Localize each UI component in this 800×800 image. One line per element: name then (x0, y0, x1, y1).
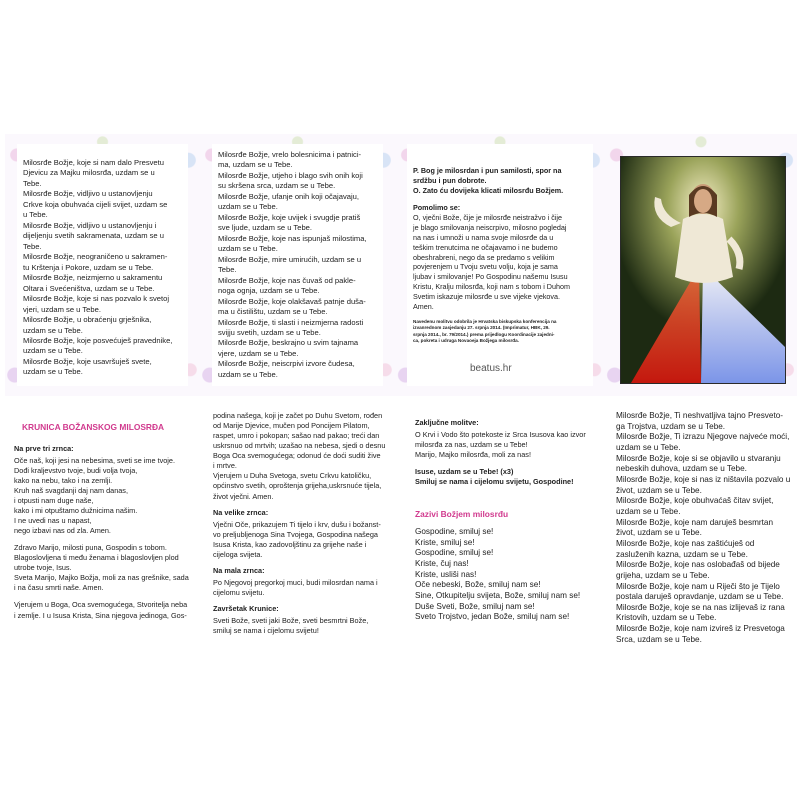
litany-line: Milosrđe Božje, neizmjerno u sakramentu (23, 273, 163, 283)
litany-line: Milosrđe Božje, koje se na nas izlijevaš iz rana (616, 602, 785, 612)
litany-line: život, uzdam se u Tebe. (616, 528, 702, 538)
note-line: izvanrednom zasjedanju 27. srpnja 2014. (Imprimatur, HBK, 29. (413, 325, 550, 331)
prayer-line: milosrđa za nas, uzdam se u Tebe! (415, 440, 528, 450)
litany-line: Srca, uzdam se u Tebe. (616, 634, 702, 644)
litany-line: uzdam se u Tebe. (23, 346, 83, 356)
litany-line: Milosrđe Božje, koje nas ispunjaš milostima, (218, 233, 367, 243)
litany-line: Milosrđe Božje, neiscrpivi izvore čudesa, (218, 359, 355, 369)
holy-god-text (213, 616, 403, 636)
verse-line: srdžbu i pun dobrote. (413, 175, 487, 185)
litany-line: Milosrđe Božje, koje nam u Riječi što je Tijelo (616, 581, 780, 591)
closing-prayer (413, 213, 587, 312)
litany-line: Milosrđe Božje, koje nas čuvaš od pakle- (218, 275, 356, 285)
large-beads-heading: Na velike zrnca: (213, 507, 269, 517)
prayer-line: Po Njegovoj pregorkoj muci, budi milosrdan nama i (213, 577, 378, 587)
prayer-line: Boga Oca svemogućega; odonud će doći suditi žive (213, 451, 381, 461)
prayer-line: ljubav i smilovanje! Po Gospodinu našemu Isusu (413, 272, 568, 282)
litany-line: Oltara i Svećeništva, uzdam se u Tebe. (23, 283, 155, 293)
creed-text-start (14, 600, 209, 620)
top-panel-3 (395, 134, 605, 396)
hail-mary-text (14, 543, 209, 593)
prayer-line: Amen. (413, 302, 434, 312)
creed-text-continued (213, 411, 403, 502)
prayer-line: Isuse, uzdam se u Tebe! (x3) (415, 467, 514, 477)
prayer-line: O Krvi i Vodo što potekoste iz Srca Isusova kao izvor (415, 430, 586, 440)
prayer-line: obeshrabreni, nego da se predamo s velikim (413, 252, 555, 262)
litany-line: uzdam se u Tebe. (23, 367, 83, 377)
litany-line: Milosrđe Božje, koje nas zaštićuješ od (616, 538, 755, 548)
litany-line: grijeha, uzdam se u Tebe. (616, 570, 710, 580)
invocation-line: Gospodine, smiluj se! (415, 548, 494, 558)
verse-line: O. Zato ću dovijeka klicati milosrđu Božjem. (413, 185, 564, 195)
prayer-line: Sveta Marijo, Majko Božja, moli za nas grešnike, sada (14, 573, 189, 583)
litany-line: su skršena srca, uzdam se u Tebe. (218, 181, 336, 191)
prayer-line: Sveti Bože, sveti jaki Bože, sveti besmrtni Bože, (213, 616, 369, 626)
prayer-line: i mrtve. (213, 461, 237, 471)
litany-line: vjere, uzdam se u Tebe. (218, 348, 299, 358)
invocation-line: Sine, Otkupitelju svijeta, Bože, smiluj nam se! (415, 590, 581, 600)
divine-mercy-picture-icon (621, 157, 785, 383)
prayer-line: i na času smrti naše. Amen. (14, 583, 104, 593)
chaplet-title: KRUNICA BOŽANSKOG MILOSRĐA (22, 422, 165, 432)
prayer-line: Kruh naš svagdanji daj nam danas, (14, 485, 128, 495)
note-line: Navedenu molitvu odobrila je Hrvatska biskupska konferencija na (413, 319, 557, 325)
litany-line: noga ognja, uzdam se u Tebe. (218, 286, 320, 296)
invocation-line: Sveto Trojstvo, jedan Bože, smiluj nam se! (415, 612, 570, 622)
litany-line: Milosrđe Božje, koje si se objavilo u stvaranju (616, 453, 781, 463)
jesus-i-trust-text (415, 467, 605, 487)
prayer-line: Zdravo Marijo, milosti puna, Gospodin s tobom. (14, 543, 167, 553)
prayer-line: je blago smilovanja neiscrpivo, milosno pogledaj (413, 222, 567, 232)
prayer-line: I ne uvedi nas u napast, (14, 516, 92, 526)
litany-line: Milosrđe Božje, Ti neshvatljiva tajno Presveto- (616, 411, 784, 420)
website-url: beatus.hr (470, 363, 512, 374)
eternal-father-text (213, 520, 403, 560)
litany-line: Milosrđe Božje, vidljivo u ustanovljenju (23, 189, 153, 199)
prayer-line: utrobe tvoje, Isus. (14, 563, 72, 573)
prayer-line: od Marije Djevice, mučen pod Poncijem Pilatom, (213, 421, 370, 431)
prayer-line: O, vječni Bože, čije je milosrđe neistražvo i čije (413, 212, 562, 222)
prayer-line: Vječni Oče, prikazujem Ti tijelo i krv, dušu i božanst- (213, 519, 381, 529)
prayer-line: na nas i umnoži u nama svoje milosrđe da u (413, 232, 554, 242)
litany-line: Milosrđe Božje, koje si nas pozvalo k svetoj (23, 294, 170, 304)
prayer-line: smiluj se nama i cijelomu svijetu! (213, 626, 319, 636)
litany-line: Milosrđe Božje, koje si nas iz ništavila pozvalo u (616, 474, 791, 484)
prayer-line: vo preljubljenoga Sina Tvojega, Gospodina našega (213, 529, 378, 539)
prayer-line: Kristu, Kralju milosrđa, koji nam s tobom i Duhom (413, 282, 570, 292)
invocation-line: Oče nebeski, Bože, smiluj nam se! (415, 580, 541, 590)
prayer-line: Isusa Krista, kao zadovoljštinu za grijehe naše i (213, 539, 367, 549)
litany-line: dijeljenju svetih sakramenata, uzdam se u (23, 231, 164, 241)
prayer-line: cijeloga svijeta. (213, 549, 263, 559)
approval-note (413, 319, 587, 344)
prayer-line: općinstvo svetih, oproštenja grijeha,uskrsnuće tijela, (213, 481, 382, 491)
our-father-text (14, 456, 209, 537)
litany-line: Milosrđe Božje, koje nam izvireš iz Presvetoga (616, 624, 785, 634)
litany-line: nebeskih duhova, uzdam se u Tebe. (616, 464, 747, 474)
litany-line: Milosrđe Božje, beskrajno u svim tajnama (218, 338, 359, 348)
prayer-line: teškim trenutcima ne očajavamo i ne budemo (413, 242, 558, 252)
litany-line: Milosrđe Božje, vidljivo u ustanovljenju i (23, 220, 157, 230)
litany-line: zasluženih kazna, uzdam se u Tebe. (616, 549, 748, 559)
prayer-line: Vjerujem u Boga, Oca svemogućega, Stvoritelja neba (14, 600, 188, 610)
litany-line: vjeri, uzdam se u Tebe. (23, 304, 101, 314)
prayer-line: Smiluj se nama i cijelomu svijetu, Gospodine! (415, 477, 574, 487)
litany-line: svijju svetih, uzdam se u Tebe. (218, 327, 321, 337)
closing-prayers-text (415, 430, 605, 460)
litany-line: Milosrđe Božje, koje nam daruješ besmrtan (616, 517, 773, 527)
prayer-line: raspet, umro i pokopan; sašao nad pakao; treći dan (213, 431, 380, 441)
prayer-line: povjerenjem u Tvoju svetu volju, koja je sama (413, 262, 558, 272)
litany-line: tu Krštenja i Pokore, uzdam se u Tebe. (23, 262, 154, 272)
top-panel-2 (200, 134, 395, 396)
prayer-line: Oče naš, koji jesi na nebesima, sveti se ime tvoje. (14, 455, 176, 465)
invocations-list (415, 527, 605, 623)
prayer-line: kako na nebu, tako i na zemlji. (14, 475, 113, 485)
top-panel-3-text (407, 144, 593, 386)
litany-line: Milosrđe Božje, mire umirućih, uzdam se u (218, 254, 362, 264)
litany-line: u Tebe. (23, 210, 48, 220)
litany-line: Milosrđe Božje, utjeho i blago svih onih koji (218, 170, 363, 180)
pray-heading: Pomolimo se: (413, 202, 461, 212)
prayer-line: Dođi kraljevstvo tvoje, budi volja tvoja, (14, 465, 138, 475)
litany-line: ma u čistilištu, uzdam se u Tebe. (218, 307, 328, 317)
prayer-line: Marijo, Majko milosrđa, moli za nas! (415, 450, 531, 460)
chaplet-ending-heading: Završetak Krunice: (213, 604, 279, 614)
litany-line: uzdam se u Tebe. (616, 442, 681, 452)
prayer-line: nego izbavi nas od zla. Amen. (14, 526, 111, 536)
litany-line: Milosrđe Božje, koje nas oslobađaš od bijede (616, 560, 780, 570)
litany-line: uzdam se u Tebe. (23, 325, 83, 335)
prayer-line: cijelomu svijetu. (213, 588, 265, 597)
litany-line: Tebe. (23, 178, 42, 188)
responsory-verse (413, 166, 587, 196)
invocation-line: Kriste, čuj nas! (415, 558, 469, 568)
litany-line: Milosrđe Božje, vrelo bolesnicima i patnici- (218, 150, 362, 159)
invocation-line: Kriste, smiluj se! (415, 537, 475, 547)
small-beads-heading: Na mala zrnca: (213, 565, 265, 575)
litany-line: Kristovih, uzdam se u Tebe. (616, 613, 717, 623)
bottom-col-2 (213, 411, 403, 636)
prayer-line: Blagoslovljena ti među ženama i blagoslovljen plod (14, 553, 179, 563)
litany-line: postala daruješ opravdanje, uzdam se u Tebe. (616, 592, 784, 602)
closing-prayers-heading: Zaključne molitve: (415, 418, 479, 427)
first-beads-heading: Na prve tri zrnca: (14, 443, 74, 453)
prayer-line: Svetim iskazuje milosrđe u sve vijeke vjekova. (413, 292, 560, 302)
invocation-line: Duše Sveti, Bože, smiluj nam se! (415, 601, 535, 611)
prayer-line: život vječni. Amen. (213, 491, 274, 501)
bottom-col-1 (14, 422, 209, 621)
invocation-line: Kriste, usliši nas! (415, 569, 477, 579)
litany-line: Tebe. (23, 241, 42, 251)
litany-line: Milosrđe Božje, koje usavršuješ svete, (23, 356, 152, 366)
litany-line: Milosrđe Božje, ti slasti i neizmjerna radosti (218, 317, 364, 327)
note-line: srpnja 2014., br. 79/2014.) prema prijedlogu Koordinacije zajedni- (413, 331, 555, 337)
prayer-line: i zemlje. I u Isusa Krista, Sina njegova jedinoga, Gos- (14, 610, 187, 620)
litany-line: Djevicu za Majku milosrđa, uzdam se u (23, 168, 155, 178)
litany-line: Milosrđe Božje, koje si nam dalo Presvetu (23, 158, 164, 167)
litany-line: sve ljude, uzdam se u Tebe. (218, 223, 312, 233)
top-panel-1-text (17, 144, 188, 386)
invocations-title: Zazivi Božjem milosrđu (415, 509, 509, 520)
litany-line: Milosrđe Božje, koje uvijek i svugdje pratiš (218, 212, 361, 222)
invocation-line: Gospodine, smiluj se! (415, 526, 494, 536)
litany-line: uzdam se u Tebe. (616, 506, 681, 516)
litany-line: uzdam se u Tebe. (218, 202, 278, 212)
bottom-col-3 (415, 418, 605, 623)
top-panel-1 (5, 134, 200, 396)
mercy-litany-continued (616, 411, 798, 645)
prayer-line: podina našega, koji je začet po Duhu Svetom, rođen (213, 411, 383, 420)
litany-line: Milosrđe Božje, neograničeno u sakramen- (23, 252, 168, 262)
litany-line: Milosrđe Božje, koje olakšavaš patnje duša- (218, 296, 366, 306)
litany-line: Milosrđe Božje, Ti izrazu Njegove najveće moći, (616, 432, 790, 442)
prayer-line: uskrsnuo od mrtvih; uzašao na nebesa, sjedi o desnu (213, 441, 386, 451)
prayer-line: Vjerujem u Duha Svetoga, svetu Crkvu katoličku, (213, 471, 372, 481)
note-line: ca, pokreta i udruga Novaoeja Božjega milosrđa. (413, 337, 519, 343)
litany-line: ma, uzdam se u Tebe. (218, 160, 293, 170)
litany-line: Crkve koja obuhvaća cijeli svijet, uzdam se (23, 199, 168, 209)
divine-mercy-image (620, 156, 786, 384)
verse-line: P. Bog je milosrdan i pun samilosti, spor na (413, 166, 562, 175)
bottom-col-4 (616, 411, 798, 645)
litany-line: uzdam se u Tebe. (218, 244, 278, 254)
litany-line: Milosrđe Božje, u obraćenju grješnika, (23, 315, 152, 325)
prayer-line: kako i mi otpuštamo dužnicima našim. (14, 505, 138, 515)
litany-line: život, uzdam se u Tebe. (616, 485, 702, 495)
litany-line: ga Trojstva, uzdam se u Tebe. (616, 421, 726, 431)
passion-text (213, 578, 403, 598)
litany-line: Milosrđe Božje, koje obuhvaćaš čitav svijet, (616, 496, 774, 506)
litany-line: Milosrđe Božje, ufanje onih koji očajavaju, (218, 191, 359, 201)
top-panel-2-text (212, 144, 383, 386)
prayer-line: i otpusti nam duge naše, (14, 495, 94, 505)
litany-line: Tebe. (218, 265, 237, 275)
litany-line: Milosrđe Božje, koje posvećuješ pravednike, (23, 335, 173, 345)
litany-line: uzdam se u Tebe. (218, 369, 278, 379)
